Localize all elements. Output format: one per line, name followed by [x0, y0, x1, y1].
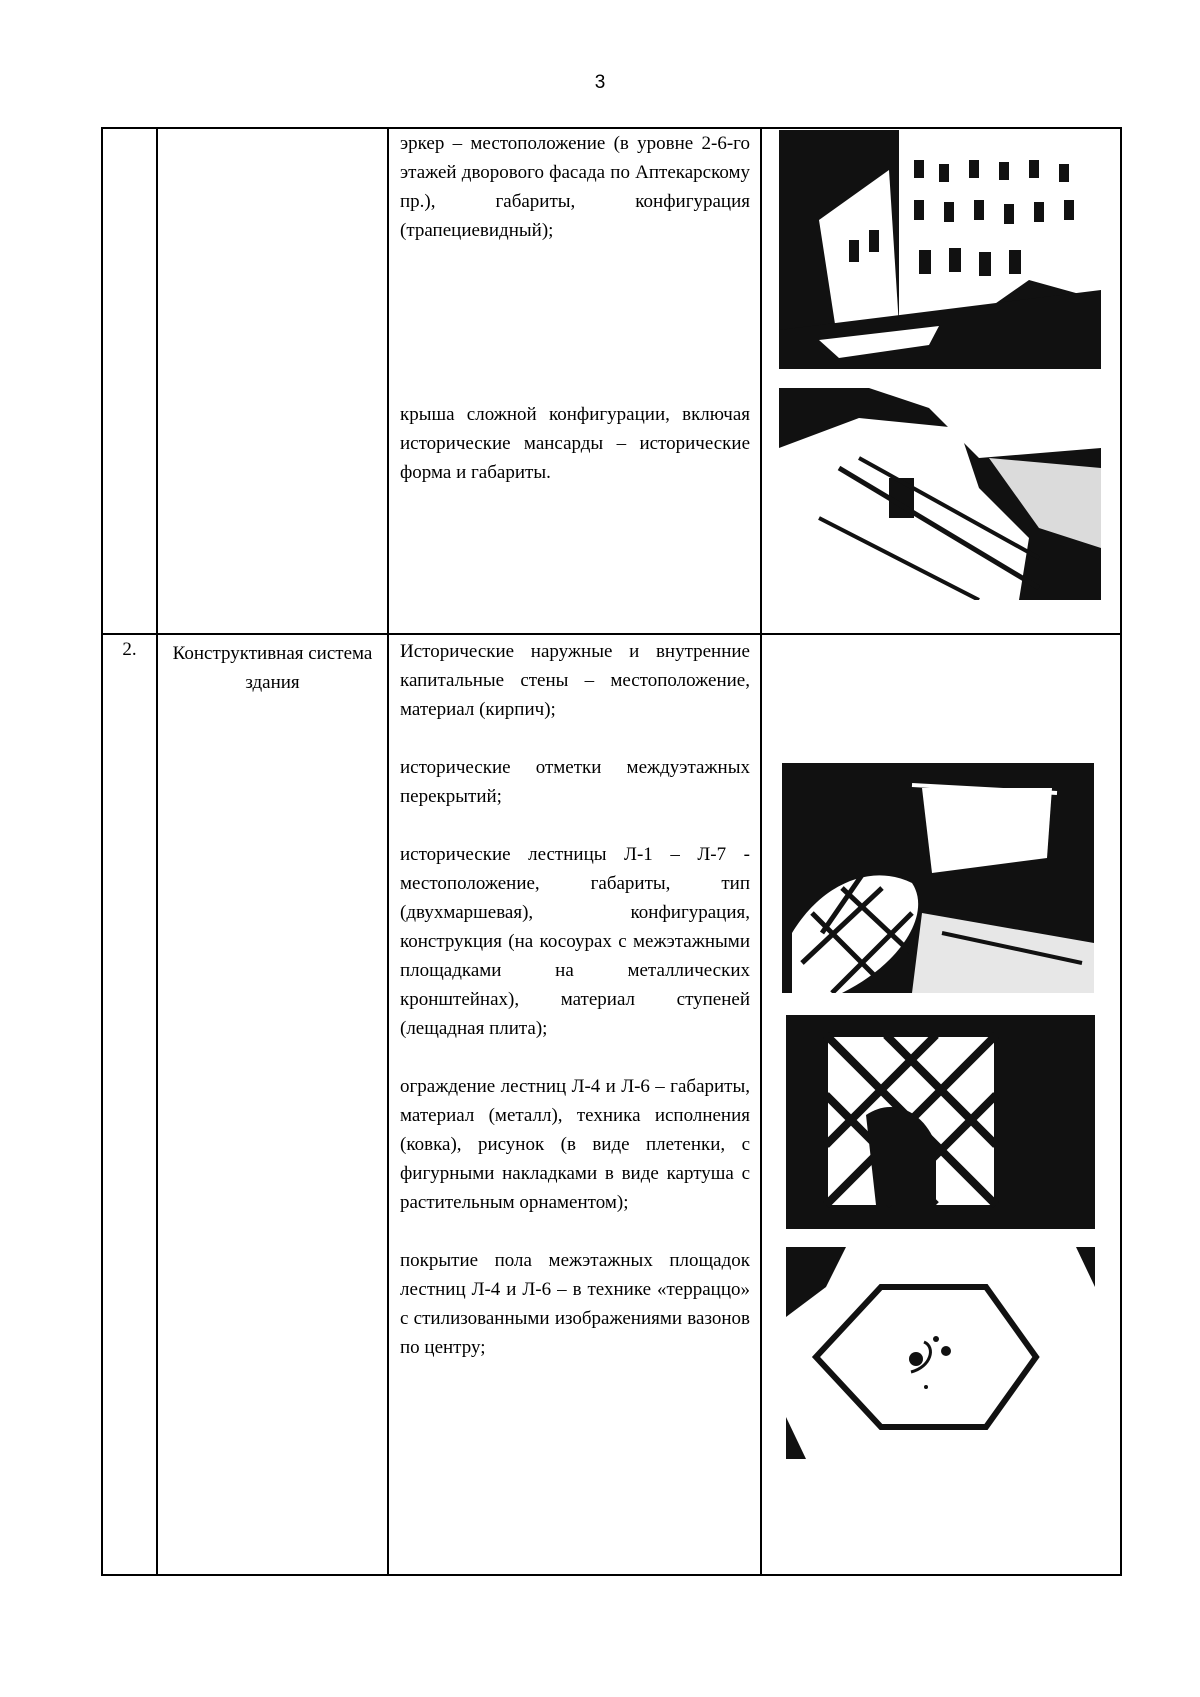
item-floor-levels: исторические отметки междуэтажных перекрытий; [400, 757, 750, 807]
railing-lattice-photo [786, 1015, 1095, 1229]
item-walls: Исторические наружные и внутренние капитальные стены – местоположение, материал (кирпич); [400, 641, 750, 720]
terrazzo-floor-photo [786, 1247, 1095, 1459]
row-photos-cell [761, 128, 1121, 634]
roof-mansard-photo [779, 388, 1101, 600]
row-photos-cell [761, 634, 1121, 1575]
subject-of-protection-table [101, 127, 1122, 1576]
row-name-cell: Конструктивная система здания [157, 634, 388, 1575]
page-number: 3 [594, 72, 606, 93]
item-roof: крыша сложной конфигурации, включая исторические мансарды – исторические форма и габариты. [400, 404, 750, 483]
row-description-cell [388, 634, 761, 1575]
row-number-cell: 2. [102, 634, 157, 1575]
item-terrazzo-floor: покрытие пола межэтажных площадок лестниц Л-4 и Л-6 – в технике «терраццо» с стилизованными изображениями вазонов по центру; [400, 1250, 750, 1358]
item-stairs: исторические лестницы Л-1 – Л-7 - местоположение, габариты, тип (двухмаршевая), конфигурация, конструкция (на косоурах с межэтажными площадками на металлических кронштейнах), материал ступеней (лещадная плита); [400, 844, 750, 1039]
item-bay-window: эркер – местоположение (в уровне 2-6-го этажей дворового фасада по Аптекарскому пр.), габариты, конфигурация (трапециевидный); [400, 133, 750, 241]
staircase-photo [782, 763, 1094, 993]
item-stair-railing: ограждение лестниц Л-4 и Л-6 – габариты, материал (металл), техника исполнения (ковка), рисунок (в виде плетенки, с фигурными накладками в виде картуша с растительным орнаментом); [400, 1076, 750, 1213]
row-number-cell [102, 128, 157, 634]
table-row [102, 128, 1121, 634]
table-row [102, 634, 1121, 1575]
row-description-cell [388, 128, 761, 634]
courtyard-facade-photo [779, 130, 1101, 369]
row-name-cell [157, 128, 388, 634]
